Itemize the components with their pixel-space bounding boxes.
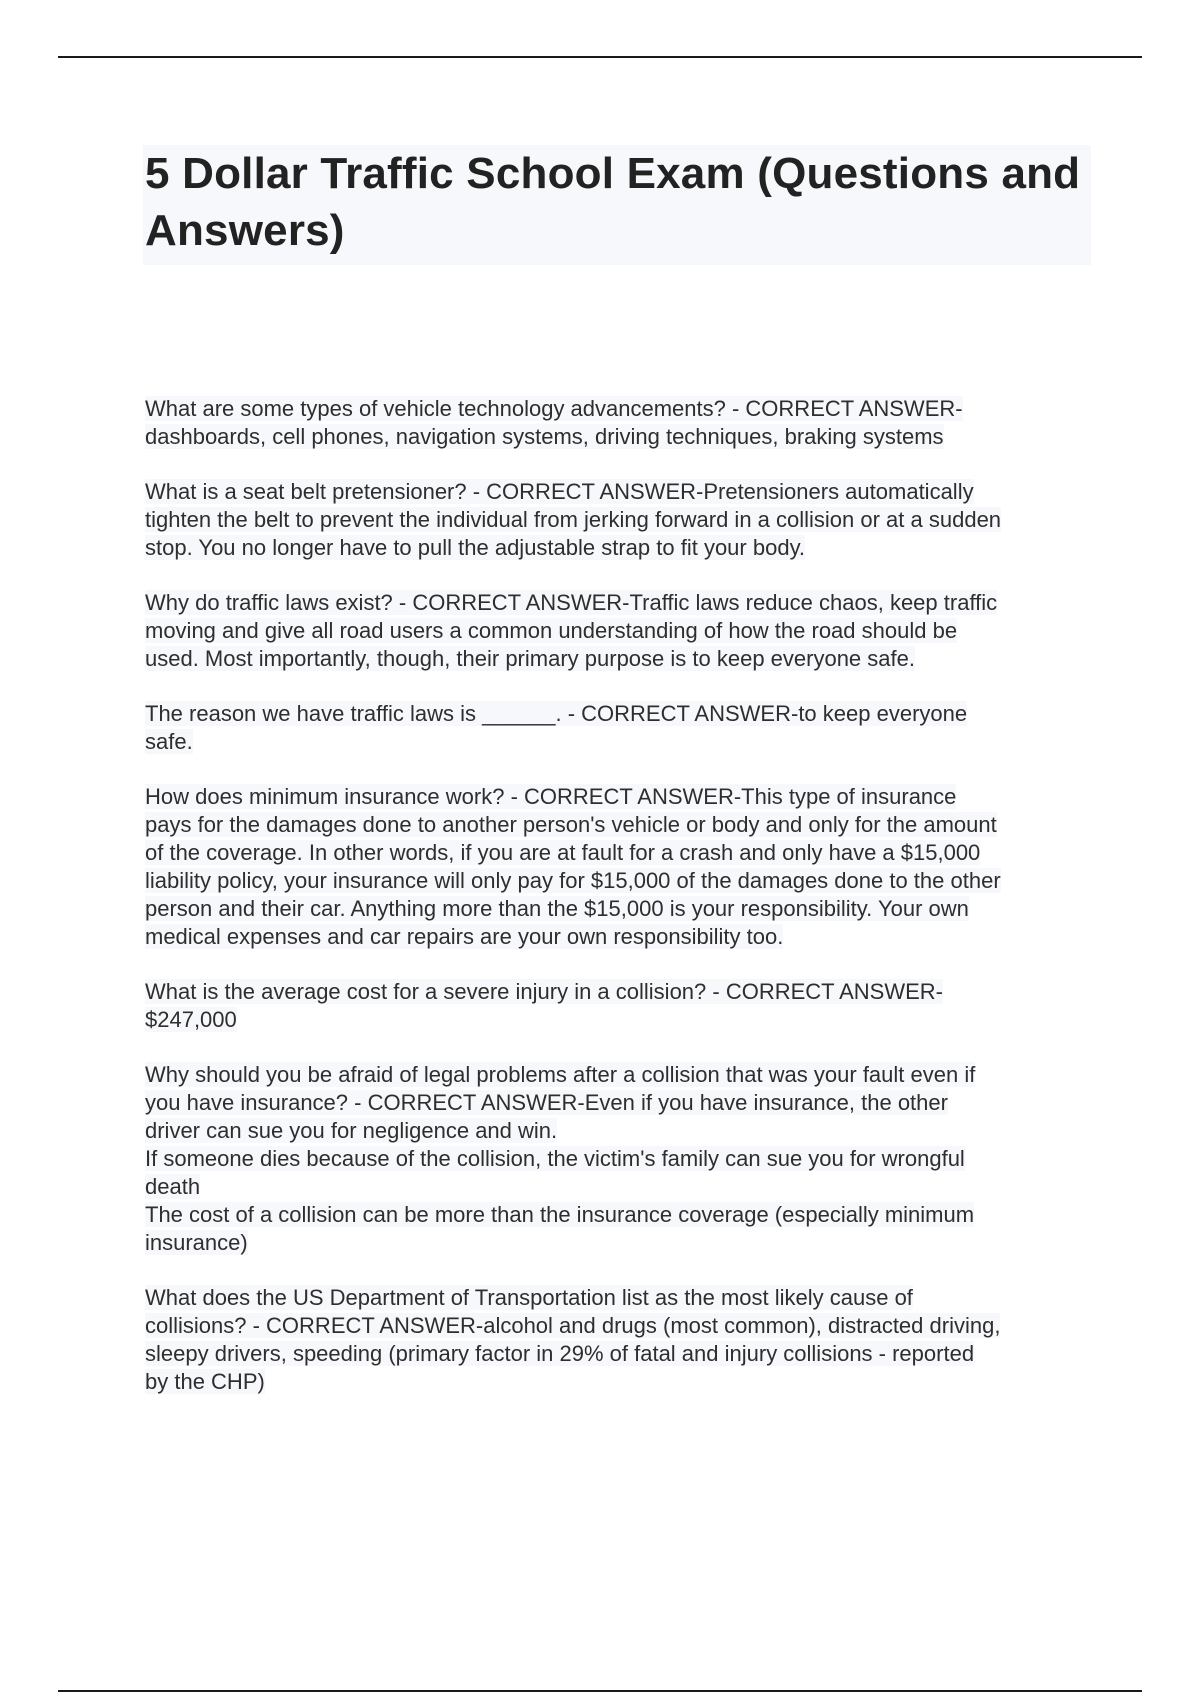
qa-item-text: The reason we have traffic laws is ______. - CORRECT ANSWER-to keep everyone safe. (145, 701, 968, 754)
footer-rule (58, 1690, 1142, 1692)
document-title: 5 Dollar Traffic School Exam (Questions and Answers) (145, 149, 1081, 255)
qa-item (145, 395, 1095, 451)
qa-item-text: How does minimum insurance work? - CORRECT ANSWER-This type of insurance pays for the damages done to another person's vehicle or body and only for the amount of the coverage. In other words, if you are at fault for a crash and only have a $15,000 liability policy, your insurance will only pay for $15,000 of the damages done to the other person and their car. Anything more than the $15,000 is your responsibility. Your own medical expenses and car repairs are your own responsibility too. (145, 784, 1001, 949)
qa-list (145, 395, 1095, 1423)
qa-item (145, 700, 1095, 756)
qa-item-text: What is the average cost for a severe injury in a collision? - CORRECT ANSWER- $247,000 (145, 979, 943, 1032)
qa-item (145, 783, 1095, 951)
title-block (143, 145, 1091, 265)
qa-item (145, 1061, 1095, 1257)
qa-item (145, 589, 1095, 673)
qa-item-text: Why do traffic laws exist? - CORRECT ANSWER-Traffic laws reduce chaos, keep traffic moving and give all road users a common understanding of how the road should be used. Most importantly, though, their primary purpose is to keep everyone safe. (145, 590, 998, 671)
qa-item (145, 478, 1095, 562)
qa-item-text: Why should you be afraid of legal problems after a collision that was your fault even if you have insurance? - CORRECT ANSWER-Even if you have insurance, the other driver can sue you for negligence and win. If someone dies because of the collision, the victim's family can sue you for wrongful death The cost of a collision can be more than the insurance coverage (especially minimum insurance) (145, 1062, 976, 1255)
qa-item-text: What does the US Department of Transportation list as the most likely cause of collisions? - CORRECT ANSWER-alcohol and drugs (most common), distracted driving, sleepy drivers, speeding (primary factor in 29% of fatal and injury collisions - reported by the CHP) (145, 1285, 1001, 1394)
qa-item (145, 1284, 1095, 1396)
qa-item-text: What is a seat belt pretensioner? - CORRECT ANSWER-Pretensioners automatically tighten the belt to prevent the individual from jerking forward in a collision or at a sudden stop. You no longer have to pull the adjustable strap to fit your body. (145, 479, 1002, 560)
qa-item (145, 978, 1095, 1034)
header-rule (58, 56, 1142, 58)
qa-item-text: What are some types of vehicle technology advancements? - CORRECT ANSWER- dashboards, cell phones, navigation systems, driving techniques, braking systems (145, 396, 963, 449)
